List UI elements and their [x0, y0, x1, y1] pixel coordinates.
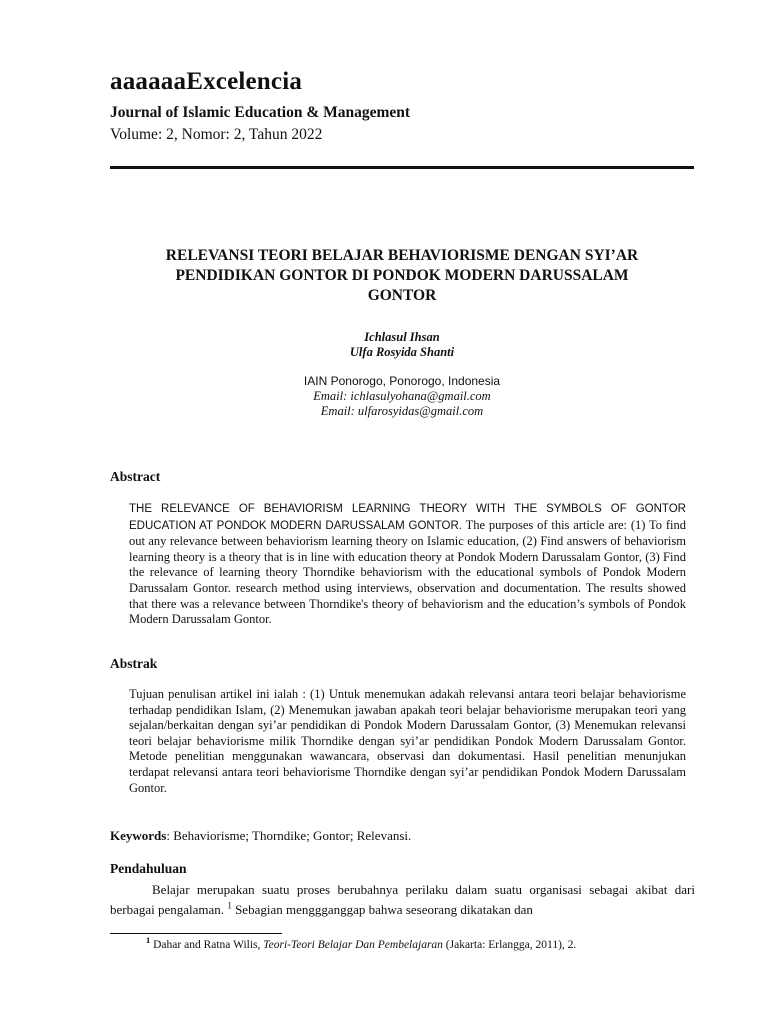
footnote-text: Dahar and Ratna Wilis,: [150, 939, 264, 951]
title-line: RELEVANSI TEORI BELAJAR BEHAVIORISME DENGAN SYI’AR: [165, 247, 639, 264]
journal-volume: Volume: 2, Nomor: 2, Tahun 2022: [110, 126, 323, 143]
abstrak-text: Tujuan penulisan artikel ini ialah : (1) Untuk menemukan adakah relevansi antara teori belajar behaviorisme terhadap pendidikan Islam, (2) Menemukan jawaban apakah teori belajar behaviorisme merupakan teori yang sejalan/berkaitan dengan syi’ar pendidikan di Pondok Modern Darussalam Gontor, (3) Menemukan relevansi teori belajar behaviorisme milik Thorndike dengan syi’ar pendidikan Pondok Modern Darussalam Gontor. Metode penelitian menggunakan wawancara, observasi dan dokumentasi. Hasil penelitian menunjukan terdapat relevansi antara teori behaviorisme Thorndike dengan syi’ar pendidikan Pondok Modern Darussalam Gontor.: [129, 687, 686, 795]
intro-text-continued: Sebagian menggganggap bahwa seseorang dikatakan dan: [231, 902, 533, 917]
footnote-publisher: (Jakarta: Erlangga, 2011), 2.: [442, 939, 577, 951]
footnote-rule: [110, 933, 282, 934]
pendahuluan-heading: Pendahuluan: [110, 861, 187, 876]
footnote-ref[interactable]: 1: [227, 900, 232, 911]
abstrak-heading: Abstrak: [110, 656, 158, 671]
footnote-book-title: Teori-Teori Belajar Dan Pembelajaran: [263, 939, 443, 951]
author-email: Email: ulfarosyidas@gmail.com: [320, 404, 484, 418]
author-list: [110, 330, 694, 360]
journal-subtitle: Journal of Islamic Education & Management: [110, 104, 411, 121]
keywords-list: : Behaviorisme; Thorndike; Gontor; Relevansi.: [166, 828, 412, 843]
keywords: [110, 828, 411, 844]
footnote: [146, 935, 577, 952]
abstract-body: The purposes of this article are: (1) To find out any relevance between behaviorism learning theory on Islamic education, (2) Find answers of behaviorism learning theory is a theory that is in line with education theory at Pondok Modern Darussalam Gontor, (3) Find the relevance of learning theory Thorndike behaviorism with the educational symbols of Pondok Modern Darussalam Gontor. research method using interviews, observation and documentation. The results showed that there was a relevance between Thorndike's theory of behaviorism and the education’s symbols of Pondok Modern Darussalam Gontor.: [129, 517, 686, 627]
abstract-heading: Abstract: [110, 469, 161, 484]
article-title: [110, 246, 694, 306]
title-line: PENDIDIKAN GONTOR DI PONDOK MODERN DARUSSALAM: [175, 267, 629, 284]
institution: IAIN Ponorogo, Ponorogo, Indonesia: [303, 374, 501, 388]
introduction-paragraph: [110, 880, 695, 920]
title-line: GONTOR: [367, 287, 437, 304]
keywords-label: Keywords: [110, 828, 167, 843]
abstract-title-caps: THE RELEVANCE OF BEHAVIORISM LEARNING THEORY WITH THE SYMBOLS OF GONTOR EDUCATION AT PONDOK MODERN DARUSSALAM GONTOR.: [129, 503, 686, 532]
header-rule: [110, 166, 694, 169]
abstract-text: [129, 501, 686, 628]
author-name: Ulfa Rosyida Shanti: [349, 345, 455, 359]
footnote-number: 1: [146, 935, 151, 946]
intro-text: Belajar merupakan suatu proses berubahnya perilaku dalam suatu organisasi sebagai akibat dari berbagai pengalaman.: [110, 882, 695, 917]
journal-name: aaaaaaExcelencia: [110, 68, 303, 95]
author-email: Email: ichlasulyohana@gmail.com: [313, 389, 491, 403]
author-name: Ichlasul Ihsan: [364, 330, 440, 344]
affiliation: [110, 374, 694, 419]
